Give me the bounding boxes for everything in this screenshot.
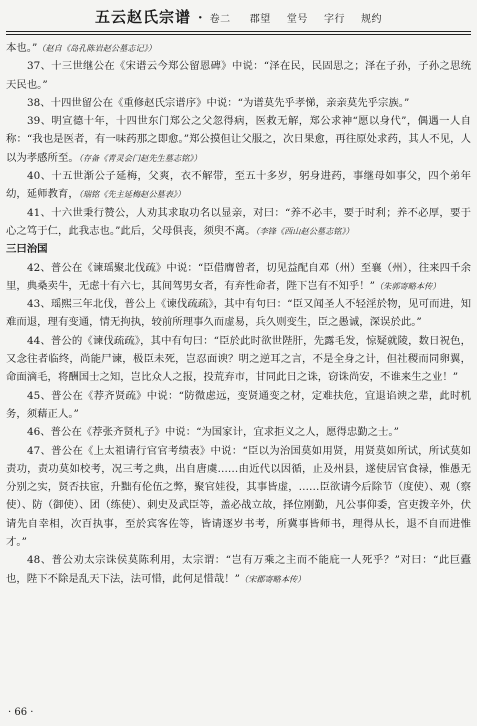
paragraph-text: 46、普公在《荐张齐贤札子》中说：“为国家计，宜求拒义之人，愿得忠勤之士。” [27, 426, 399, 439]
paragraph [6, 204, 471, 241]
paragraph [6, 259, 471, 296]
source-citation: （瑞铭《先主延梅赵公墓表》） [78, 189, 186, 200]
paragraph-text: 38、十四世留公在《重修赵氏宗谱序》中说：“为谱莫先乎孝悌，亲亲莫先乎宗族。” [27, 96, 410, 109]
paragraph-text: 37、十三世继公在《宋谱云今郑公留恩碑》中说：“泽在民，民固思之；泽在子孙，子孙之思统天民也。” [6, 60, 471, 91]
paragraph [6, 332, 471, 387]
genealogy-title: 五云赵氏宗谱 [94, 8, 191, 26]
paragraph-text: 40、十五世渐公子延梅，父爽，衣不解带，至五十多岁，躬身进药，事继母如事父，四个弟年幼，延师教育， [6, 170, 471, 201]
header-item-guiyue: 规约 [361, 14, 383, 25]
page-number: · 66 · [8, 707, 34, 718]
header-item-junwang: 郡望 [249, 14, 271, 25]
source-citation: （李锋《西山赵公墓志铭》） [255, 225, 354, 236]
paragraph [6, 94, 471, 112]
running-header [0, 6, 477, 32]
paragraph [6, 551, 471, 588]
volume-label: 卷二 [209, 14, 231, 25]
section-heading [6, 240, 471, 258]
source-citation: （赵自《岛孔陈岩赵公墓志记》） [37, 43, 157, 53]
paragraph [6, 57, 471, 94]
paragraph [6, 442, 471, 552]
paragraph-text: 41、十六世秉行赞公，人劝其求取功名以显亲，对曰：“养不必丰，要于时利；养不必厚，要于心之笃于仁，此我志也。”此后，父母俱丧，须臾不离。 [6, 206, 471, 237]
source-citation: （朱郭寄略本传） [374, 280, 441, 291]
header-item-tanghao: 堂号 [286, 14, 308, 25]
paragraph [6, 387, 471, 424]
paragraph-text: 44、普公的《谏伐疏疏》，其中有句曰：“臣於此时欲世陛肝，先露毛发，惊疑就陵，数日祝色，又念往者临终，尚能尸谏，极臣未死，岂忍面谀？明之逆耳之言，不是全身之计，但社稷而同卵翼，命面滴毛，将酬国士之知，岂比众人之报，投荒弃市，甘同此日之诛，窃诛尚安，不谁来生之业！” [6, 334, 471, 384]
paragraph [6, 295, 471, 332]
header-rule-bottom [6, 34, 471, 35]
paragraph [6, 167, 471, 204]
title-separator: · [198, 11, 203, 26]
paragraph-text: 42、普公在《谏瑶聚北伐疏》中说：“臣借膺曾者，切见益配自邓（州）至襄（州），往来四千余里，典桑卖牛，无虑十有六七，其间驾男女者，有弃性命者，陛下岂有不知乎！” [6, 261, 471, 292]
paragraph-text: 39、明宣德十年，十四世东门郑公之父忽得病，医救无解，郑公求神“愿以身代”，偶遇一人自称：“我也是医者，有一味药那之即愈。”郑公摸但让父服之，次日果愈，再往原处求药，其人不见，人以为孝感所至。 [6, 115, 471, 164]
header-rule-top [6, 31, 471, 32]
paragraph [6, 423, 471, 441]
source-citation: （存备《青灵会门赵先生墓志铭》） [78, 152, 202, 163]
paragraph-text: 本也。” [6, 42, 38, 54]
paragraph-text: 47、普公在《上太祖请行官官考绩表》中说：“臣以为治国莫如用贤，用贤莫如所试，所试莫如责功，责功莫如校考，况三考之典，出自唐虞……由近代以因循，止及州县，遂使居官食禄，惟愚无分别之实，贤否扶宦，升黜有伦伍之弊，聚官娃役，其事皆虚，……臣欲请今后除节（度使）、观（察使）、防（御使）、团（练使）、刺史及武臣等，盖必战立故，择位刚勤，凡公事仰委，宫吏拨辛外，伏请先自幸相，次百执事，至於宾客佐等，皆请逐岁书考，所冀事皆师书，理得从长，退不自而进惟才。” [6, 444, 471, 549]
section-heading-text: 三曰治国 [6, 243, 48, 256]
paragraph-text: 43、瑶熙三年北伐，普公上《谏伐疏疏》，其中有句曰：“臣又闻圣人不轻淫於物，见可而进，知难而退，理有变通，情无拘执，较前所理事久而虚易，兵久则变生，臣之愚诚，深误於此。” [6, 298, 471, 329]
paragraph [6, 112, 471, 167]
source-citation: （宋郡寄略本传） [239, 573, 306, 584]
paragraph-text: 48、普公劝太宗诛侯莫陈利用，太宗谓：“岂有万乘之主而不能庇一人死乎？”对曰：“此巨蠹也，陛下不除是乱天下法，法可惜，此何足惜哉！” [6, 554, 471, 585]
header-item-zihang: 字行 [323, 14, 345, 25]
paragraph [6, 39, 471, 57]
paragraph-text: 45、普公在《荐齐贤疏》中说：“防微虑远，变贤通变之材，定难扶危，宜退谄谀之辈，此时机务，须藉正人。” [6, 389, 471, 420]
document-body [6, 39, 471, 588]
